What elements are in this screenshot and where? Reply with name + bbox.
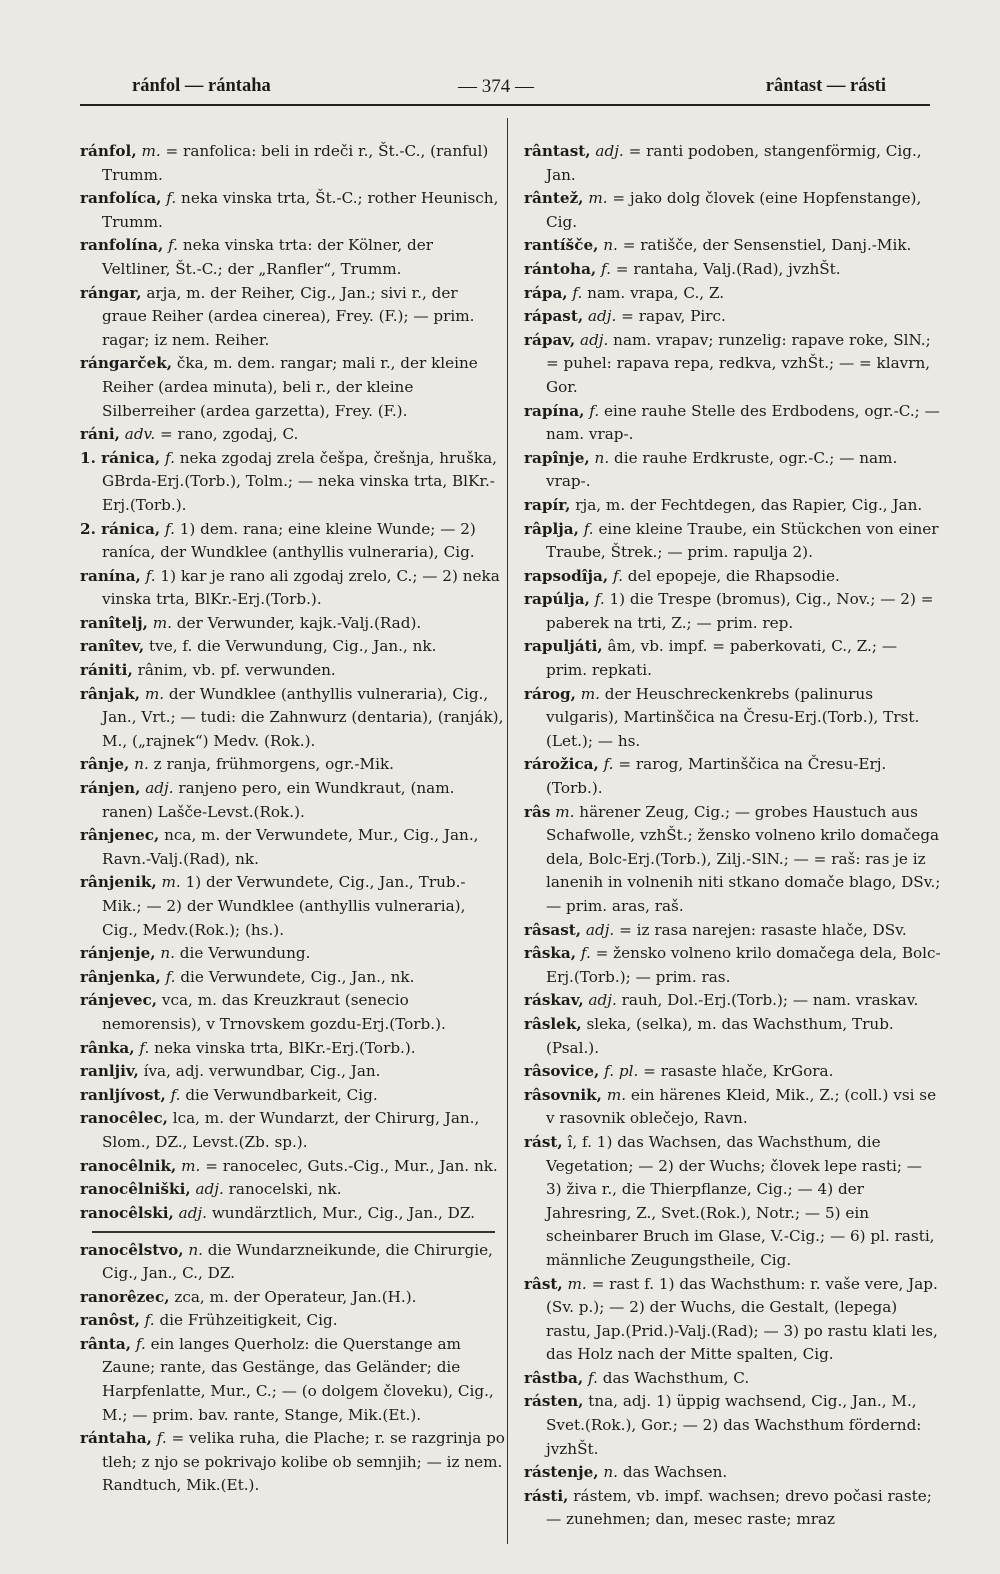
entry-headword: rapína, <box>524 401 585 420</box>
entry-grammar: adj. <box>595 142 624 160</box>
entry-headword: ranîtev, <box>80 637 145 656</box>
dictionary-entry <box>524 919 942 943</box>
entry-headword: ráni, <box>80 425 120 444</box>
entry-grammar: f. <box>603 755 614 774</box>
entry-headword: rânjak, <box>80 684 141 703</box>
dictionary-entry <box>524 683 942 754</box>
entry-grammar: m. <box>588 189 608 208</box>
entry-definition: = jako dolg človek (eine Hopfenstange), Cig. <box>546 189 922 231</box>
entry-definition: die Verwundbarkeit, Cig. <box>185 1085 378 1104</box>
dictionary-entry <box>524 1273 942 1367</box>
entry-headword: rárog, <box>524 684 576 703</box>
entry-definition: rja, m. der Fechtdegen, das Rapier, Cig., Jan. <box>575 495 923 514</box>
entry-definition: = ranocelec, Guts.-Cig., Mur., Jan. nk. <box>205 1156 498 1175</box>
entry-grammar: f. <box>612 566 623 585</box>
entry-headword: rápav, <box>524 330 576 349</box>
entry-headword: râst, <box>524 1274 563 1293</box>
entry-headword: ranocêlski, <box>80 1203 174 1222</box>
entry-headword: ranîtelj, <box>80 613 148 632</box>
entry-definition: der Heuschreckenkrebs (palinurus vulgaris), Martinščica na Čresu-Erj.(Torb.), Trst.(Let.); — hs. <box>546 684 920 750</box>
entry-definition: = ratišče, der Sensenstiel, Danj.-Mik. <box>622 236 912 255</box>
dictionary-entry <box>80 942 505 966</box>
dictionary-entry <box>80 447 505 518</box>
entry-grammar: m. <box>141 142 161 160</box>
entry-grammar: f. <box>145 566 156 585</box>
entry-grammar: m. <box>181 1156 201 1175</box>
dictionary-entry <box>80 1286 505 1310</box>
header-rule <box>80 104 930 106</box>
entry-headword: rânjenka, <box>80 967 161 986</box>
dictionary-entry <box>80 824 505 871</box>
entry-headword: ráskav, <box>524 991 584 1010</box>
entry-headword: ranljiv, <box>80 1062 139 1081</box>
dictionary-entry <box>80 1107 505 1154</box>
entry-headword: rántaha, <box>80 1429 152 1448</box>
dictionary-entry <box>524 187 942 234</box>
entry-headword: ránjenje, <box>80 944 156 963</box>
entry-definition: der Wundklee (anthyllis vulneraria), Cig., Jan., Vrt.; — tudi: die Zahnwurz (dentaria), (ranják), M., („rajnek“) Medv. (Rok.). <box>102 684 504 750</box>
entry-headword: rânje, <box>80 755 130 774</box>
entry-definition: ein härenes Kleid, Mik., Z.; (coll.) vsi se v rasovnik oblečejo, Ravn. <box>546 1085 937 1128</box>
entry-definition: = rantaha, Valj.(Rad), jvzhŠt. <box>615 259 841 278</box>
dictionary-entry <box>80 1060 505 1084</box>
entry-grammar: f. <box>580 944 591 963</box>
entry-headword: ranocêlstvo, <box>80 1240 184 1259</box>
running-head-left: ránfol — rántaha <box>132 76 271 96</box>
entry-headword: rárožica, <box>524 755 599 774</box>
entry-headword: rást, <box>524 1132 563 1151</box>
entry-grammar: f. pl. <box>604 1062 639 1081</box>
dictionary-entry <box>524 518 942 565</box>
dictionary-entry <box>80 1309 505 1333</box>
entry-definition: neka vinska trta: der Kölner, der Veltliner, Št.-C.; der „Ranfler“, Trumm. <box>102 236 433 278</box>
entry-grammar: f. <box>156 1429 167 1448</box>
entry-definition: das Wachsthum, C. <box>602 1368 750 1387</box>
entry-grammar: f. <box>166 189 177 208</box>
page-number: — 374 — <box>458 76 534 97</box>
entry-definition: = rarog, Martinščica na Čresu-Erj.(Torb.). <box>546 755 887 798</box>
entry-definition: âm, vb. impf. = paberkovati, C., Z.; — prim. repkati. <box>546 637 898 680</box>
dictionary-entry <box>524 753 942 800</box>
dictionary-entry <box>524 1461 942 1485</box>
left-column <box>80 140 505 1550</box>
entry-headword: rásti, <box>524 1486 569 1505</box>
dictionary-entry <box>80 1333 505 1427</box>
dictionary-entry <box>524 565 942 589</box>
entry-grammar: m. <box>161 873 181 892</box>
entry-grammar: f. <box>170 1085 181 1104</box>
entry-definition: = velika ruha, die Plache; r. se razgrinja po tleh; z njo se pokrivajo kolibe ob semnjih; — iz nem. Randtuch, Mik.(Et.). <box>102 1429 505 1495</box>
entry-grammar: f. <box>572 283 583 302</box>
entry-definition: 1) der Verwundete, Cig., Jan., Trub.-Mik.; — 2) der Wundklee (anthyllis vulneraria), Cig., Medv.(Rok.); (hs.). <box>102 873 466 939</box>
entry-definition: neka vinska trta, BlKr.-Erj.(Torb.). <box>154 1038 416 1057</box>
dictionary-entry <box>80 1427 505 1498</box>
entry-headword: ranína, <box>80 566 141 585</box>
entry-headword: rânjenik, <box>80 873 157 892</box>
entry-definition: nam. vrapa, C., Z. <box>587 283 725 302</box>
column-divider <box>507 118 508 1544</box>
dictionary-entry <box>524 1013 942 1060</box>
entry-headword: rángar, <box>80 283 142 302</box>
entry-definition: rauh, Dol.-Erj.(Torb.); — nam. vraskav. <box>621 991 919 1010</box>
dictionary-entry <box>524 447 942 494</box>
entry-headword: rapír, <box>524 495 571 514</box>
dictionary-entry <box>80 187 505 234</box>
dictionary-entry <box>80 1037 505 1061</box>
entry-grammar: adj. <box>585 920 615 939</box>
dictionary-entry <box>524 989 942 1013</box>
entry-headword: ranfolína, <box>80 236 164 255</box>
dictionary-entry <box>524 305 942 329</box>
dictionary-entry <box>80 565 505 612</box>
dictionary-entry <box>80 871 505 942</box>
entry-grammar: n. <box>603 1463 618 1482</box>
entry-grammar: m. <box>580 684 600 703</box>
entry-definition: das Wachsen. <box>622 1463 728 1482</box>
dictionary-entry <box>524 282 942 306</box>
entry-headword: rániti, <box>80 661 133 680</box>
dictionary-entry <box>524 1485 942 1532</box>
entry-headword: râsovice, <box>524 1062 600 1081</box>
entry-definition: die Verwundung. <box>179 944 311 963</box>
entry-grammar: n. <box>160 944 175 963</box>
dictionary-entry <box>80 140 505 187</box>
entry-definition: = žensko volneno krilo domačega dela, Bolc-Erj.(Torb.); — prim. ras. <box>546 944 941 986</box>
dictionary-entry <box>80 1178 505 1202</box>
entry-definition: ranocelski, nk. <box>228 1180 342 1199</box>
entry-headword: rânjenec, <box>80 826 160 845</box>
entry-grammar: m. <box>152 613 172 632</box>
entry-definition: neka vinska trta, Št.-C.; rother Heunisch, Trumm. <box>102 189 499 231</box>
entry-definition: 1) kar je rano ali zgodaj zrelo, C.; — 2) neka vinska trta, BlKr.-Erj.(Torb.). <box>102 566 500 609</box>
entry-definition: die Wundarzneikunde, die Chirurgie, Cig., Jan., C., DZ. <box>102 1240 493 1283</box>
entry-grammar: adv. <box>124 425 156 444</box>
entry-definition: zca, m. der Operateur, Jan.(H.). <box>174 1287 417 1306</box>
entry-headword: rásten, <box>524 1392 584 1411</box>
entry-headword: ránjevec, <box>80 991 158 1010</box>
running-head <box>80 72 930 102</box>
entry-grammar: m. <box>606 1085 627 1104</box>
entry-definition: ein langes Querholz: die Querstange am Zaune; rante, das Gestänge, das Geländer; die Harpfenlatte, Mur., C.; — (o dolgem človeku), Cig., M.; — prim. bav. rante, Stange, Mik.(Et.). <box>102 1334 494 1424</box>
dictionary-entry <box>80 659 505 683</box>
entry-definition: nca, m. der Verwundete, Mur., Cig., Jan., Ravn.-Valj.(Rad), nk. <box>102 826 479 868</box>
entry-headword: rástenje, <box>524 1463 599 1482</box>
entry-headword: rápa, <box>524 283 568 302</box>
entry-headword: ranfolíca, <box>80 189 162 208</box>
entry-headword: ránfol, <box>80 142 137 160</box>
entry-definition: härener Zeug, Cig.; — grobes Haustuch aus Schafwolle, vzhŠt.; žensko volneno krilo domačega dela, Bolc-Erj.(Torb.), Zilj.-SlN.; — = raš: ras je iz lanenih in volnenih niti stkano domače blago, DSv.; — prim. aras, raš. <box>546 802 941 915</box>
entry-definition: î, f. 1) das Wachsen, das Wachsthum, die Vegetation; — 2) der Wuchs; človek lepe rasti; — 3) živa r., die Thierpflanze, Cig.; — 4) der Jahresring, Z., Svet.(Rok.), Notr.; — 5) ein scheinbarer Bruch im Glase, V.-Cig.; — 6) pl. rasti, männliche Zeugungstheile, Cig. <box>546 1132 935 1269</box>
entry-definition: 1) dem. rana; eine kleine Wunde; — 2) raníca, der Wundklee (anthyllis vulneraria), Cig. <box>102 519 476 562</box>
entry-definition: die rauhe Erdkruste, ogr.-C.; — nam. vrap-. <box>546 448 898 491</box>
entry-headword: râplja, <box>524 519 579 538</box>
dictionary-entry <box>80 1084 505 1108</box>
entry-definition: = iz rasa narejen: rasaste hlače, DSv. <box>619 920 907 939</box>
dictionary-entry <box>524 400 942 447</box>
dictionary-entry <box>80 423 505 447</box>
entry-headword: ránjen, <box>80 779 141 798</box>
entry-definition: čka, m. dem. rangar; mali r., der kleine Reiher (ardea minuta), beli r., der kleine Silberreiher (ardea garzetta), Frey. (F.). <box>102 354 478 420</box>
entry-definition: z ranja, frühmorgens, ogr.-Mik. <box>153 755 394 774</box>
entry-headword: 1. ránica, <box>80 448 161 467</box>
entry-headword: ranljívost, <box>80 1085 166 1104</box>
entry-headword: rapuljáti, <box>524 637 603 656</box>
entry-headword: ranocêlniški, <box>80 1180 191 1199</box>
dictionary-entry <box>80 352 505 423</box>
dictionary-entry <box>80 612 505 636</box>
entry-headword: 2. ránica, <box>80 519 161 538</box>
entry-headword: rapsodîja, <box>524 566 609 585</box>
entry-definition: = rano, zgodaj, C. <box>160 425 299 444</box>
dictionary-entry <box>524 234 942 258</box>
entry-definition: del epopeje, die Rhapsodie. <box>627 566 840 585</box>
entry-definition: die Verwundete, Cig., Jan., nk. <box>180 967 415 986</box>
entry-separator <box>92 1231 495 1232</box>
entry-headword: râsast, <box>524 920 582 939</box>
entry-definition: = rast f. 1) das Wachsthum: r. vaše vere, Jap.(Sv. p.); — 2) der Wuchs, die Gestalt, (lepega) rastu, Jap.(Prid.)-Valj.(Rad); — 3) po rastu klati les, das Holz nach der Mitte spalten, Cig. <box>546 1274 938 1364</box>
entry-definition: nam. vrapav; runzelig: rapave roke, SlN.; = puhel: rapava repa, redkva, vzhŠt.; — = klavrn, Gor. <box>546 330 931 396</box>
entry-headword: rántoha, <box>524 259 597 278</box>
running-head-right: rântast — rásti <box>765 76 886 96</box>
dictionary-entry <box>524 1060 942 1084</box>
entry-definition: neka zgodaj zrela češpa, črešnja, hruška, GBrda-Erj.(Torb.), Tolm.; — neka vinska trta, BlKr.-Erj.(Torb.). <box>102 448 497 514</box>
dictionary-entry <box>80 282 505 353</box>
entry-definition: = rapav, Pirc. <box>621 307 726 326</box>
entry-definition: eine kleine Traube, ein Stückchen von einer Traube, Štrek.; — prim. rapulja 2). <box>546 519 939 562</box>
entry-definition: vca, m. das Kreuzkraut (senecio nemorensis), v Trnovskem gozdu-Erj.(Torb.). <box>102 991 446 1033</box>
dictionary-entry <box>80 1239 505 1286</box>
entry-definition: rânim, vb. pf. verwunden. <box>137 661 336 680</box>
dictionary-entry <box>524 635 942 682</box>
dictionary-entry <box>524 494 942 518</box>
entry-grammar: n. <box>188 1240 203 1259</box>
entry-definition: íva, adj. verwundbar, Cig., Jan. <box>143 1062 381 1081</box>
entry-definition: = rasaste hlače, KrGora. <box>643 1062 834 1081</box>
entry-grammar: f. <box>165 967 176 986</box>
dictionary-entry <box>80 234 505 281</box>
dictionary-entry <box>524 1131 942 1273</box>
entry-definition: die Frühzeitigkeit, Cig. <box>159 1311 338 1330</box>
right-column <box>524 140 942 1550</box>
entry-grammar: f. <box>165 519 175 538</box>
entry-headword: ranocêlnik, <box>80 1156 177 1175</box>
entry-grammar: n. <box>134 755 149 774</box>
entry-grammar: f. <box>165 448 175 467</box>
entry-headword: rángarček, <box>80 354 173 373</box>
dictionary-entry <box>524 1390 942 1461</box>
entry-grammar: f. <box>594 590 605 609</box>
entry-definition: = ranfolica: beli in rdeči r., Št.-C., (ranful) Trumm. <box>102 142 489 184</box>
entry-headword: rântež, <box>524 189 584 208</box>
entry-grammar: adj. <box>580 330 609 349</box>
entry-grammar: adj. <box>195 1180 224 1199</box>
dictionary-entry <box>80 966 505 990</box>
dictionary-entry <box>524 140 942 187</box>
entry-headword: râs <box>524 802 551 821</box>
entry-definition: sleka, (selka), m. das Wachsthum, Trub.(Psal.). <box>546 1014 894 1057</box>
dictionary-entry <box>524 258 942 282</box>
dictionary-entry <box>80 1202 505 1226</box>
entry-headword: rapînje, <box>524 448 590 467</box>
entry-headword: ranorêzec, <box>80 1287 170 1306</box>
dictionary-entry <box>524 801 942 919</box>
entry-grammar: f. <box>139 1038 150 1057</box>
dictionary-entry <box>524 588 942 635</box>
entry-definition: 1) die Trespe (bromus), Cig., Nov.; — 2) = paberek na trti, Z.; — prim. rep. <box>546 590 934 632</box>
entry-definition: tve, f. die Verwundung, Cig., Jan., nk. <box>149 637 437 656</box>
entry-grammar: f. <box>168 236 179 255</box>
entry-definition: der Verwunder, kajk.-Valj.(Rad). <box>176 613 422 632</box>
entry-headword: ranocêlec, <box>80 1109 168 1128</box>
dictionary-entry <box>524 1084 942 1131</box>
entry-definition: = ranti podoben, stangenförmig, Cig., Jan. <box>546 142 922 184</box>
entry-headword: rânka, <box>80 1038 135 1057</box>
entry-grammar: adj. <box>178 1203 207 1222</box>
entry-grammar: adj. <box>587 307 617 326</box>
dictionary-entry <box>80 777 505 824</box>
dictionary-entry <box>524 1367 942 1391</box>
entry-definition: arja, m. der Reiher, Cig., Jan.; sivi r., der graue Reiher (ardea cinerea), Frey. (F.); — prim. ragar; iz nem. Reiher. <box>102 283 475 349</box>
entry-grammar: f. <box>589 401 600 420</box>
entry-headword: rântast, <box>524 142 591 160</box>
entry-grammar: m. <box>144 684 165 703</box>
entry-grammar: f. <box>583 519 594 538</box>
entry-definition: rástem, vb. impf. wachsen; drevo počasi raste; — zunehmen; dan, mesec raste; mraz <box>546 1486 932 1529</box>
entry-grammar: m. <box>567 1274 587 1293</box>
entry-grammar: n. <box>603 236 618 255</box>
dictionary-entry <box>80 683 505 754</box>
dictionary-entry <box>80 635 505 659</box>
dictionary-entry <box>80 1155 505 1179</box>
entry-grammar: f. <box>601 259 611 278</box>
dictionary-entry <box>80 989 505 1036</box>
entry-headword: ranôst, <box>80 1311 140 1330</box>
entry-definition: wundärztlich, Mur., Cig., Jan., DZ. <box>211 1203 475 1222</box>
dictionary-entry <box>524 942 942 989</box>
entry-grammar: n. <box>594 448 610 467</box>
entry-definition: lca, m. der Wundarzt, der Chirurg, Jan., Slom., DZ., Levst.(Zb. sp.). <box>102 1109 480 1151</box>
entry-headword: rânta, <box>80 1334 132 1353</box>
entry-grammar: m. <box>555 802 575 821</box>
entry-headword: râstba, <box>524 1368 584 1387</box>
entry-grammar: f. <box>135 1334 146 1353</box>
entry-headword: rapúlja, <box>524 590 590 609</box>
entry-headword: râska, <box>524 944 577 963</box>
dictionary-entry <box>80 753 505 777</box>
entry-headword: râsovnik, <box>524 1085 602 1104</box>
entry-grammar: f. <box>587 1368 598 1387</box>
entry-headword: rantíšče, <box>524 236 599 255</box>
entry-definition: ranjeno pero, ein Wundkraut, (nam. ranen) Lašče-Levst.(Rok.). <box>102 779 455 821</box>
entry-headword: rápast, <box>524 307 584 326</box>
entry-definition: tna, adj. 1) üppig wachsend, Cig., Jan., M., Svet.(Rok.), Gor.; — 2) das Wachsthum fördernd: jvzhŠt. <box>546 1392 922 1458</box>
entry-definition: eine rauhe Stelle des Erdbodens, ogr.-C.; — nam. vrap-. <box>546 401 940 444</box>
dictionary-entry <box>80 518 505 565</box>
dictionary-entry <box>524 329 942 400</box>
entry-grammar: adj. <box>588 991 617 1010</box>
entry-grammar: f. <box>144 1311 155 1330</box>
entry-grammar: adj. <box>145 779 174 798</box>
entry-headword: râslek, <box>524 1014 582 1033</box>
